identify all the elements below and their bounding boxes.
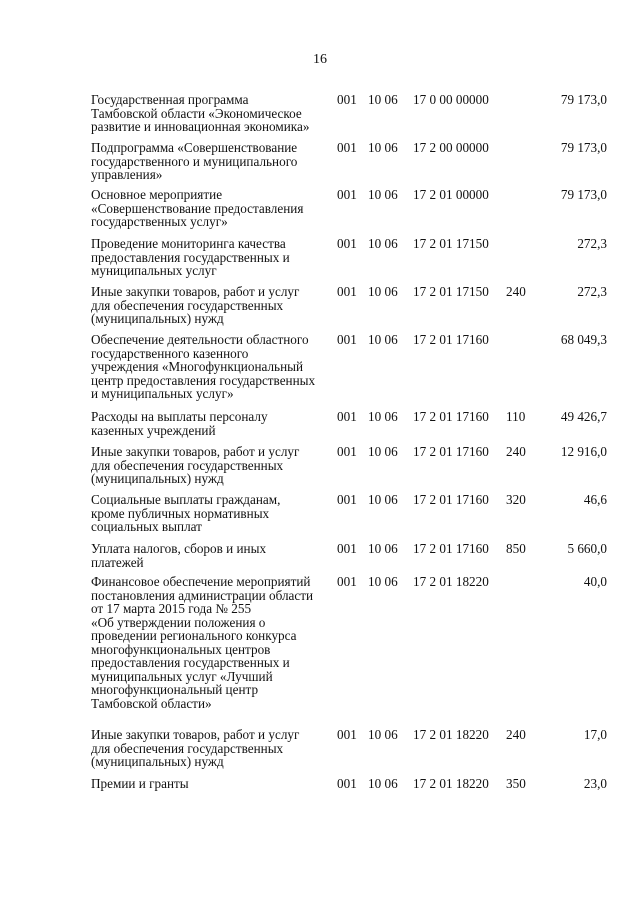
row-section-code: 10 06 xyxy=(368,444,398,459)
row-target-code: 17 2 01 17160 xyxy=(413,492,489,507)
row-section-code: 10 06 xyxy=(368,187,398,202)
row-amount: 46,6 xyxy=(583,492,607,507)
row-expense-type-code: 320 xyxy=(506,492,526,507)
row-ministry-code: 001 xyxy=(337,541,357,556)
row-expense-type-code: 350 xyxy=(506,776,526,791)
row-amount: 68 049,3 xyxy=(560,332,607,347)
row-amount: 272,3 xyxy=(577,284,607,299)
row-expense-type-code: 240 xyxy=(506,284,526,299)
row-ministry-code: 001 xyxy=(337,492,357,507)
row-target-code: 17 0 00 00000 xyxy=(413,92,489,107)
row-target-code: 17 2 01 18220 xyxy=(413,574,489,589)
row-section-code: 10 06 xyxy=(368,492,398,507)
row-section-code: 10 06 xyxy=(368,284,398,299)
row-name: Иные закупки товаров, работ и услуг для обеспечения государственных (муниципальных) нужд xyxy=(91,727,300,769)
row-ministry-code: 001 xyxy=(337,444,357,459)
row-name: Премии и гранты xyxy=(91,776,189,791)
row-amount: 272,3 xyxy=(577,236,607,251)
row-amount: 79 173,0 xyxy=(560,187,607,202)
row-ministry-code: 001 xyxy=(337,140,357,155)
row-name: Иные закупки товаров, работ и услуг для обеспечения государственных (муниципальных) нужд xyxy=(91,444,300,486)
row-amount: 40,0 xyxy=(583,574,607,589)
row-name: Проведение мониторинга качества предоставления государственных и муниципальных услуг xyxy=(91,236,290,278)
row-ministry-code: 001 xyxy=(337,776,357,791)
row-ministry-code: 001 xyxy=(337,574,357,589)
row-amount: 49 426,7 xyxy=(560,409,607,424)
row-name: Государственная программа Тамбовской области «Экономическое развитие и инновационная экономика» xyxy=(91,92,310,134)
row-target-code: 17 2 01 17160 xyxy=(413,541,489,556)
row-section-code: 10 06 xyxy=(368,332,398,347)
row-section-code: 10 06 xyxy=(368,236,398,251)
row-expense-type-code: 110 xyxy=(506,409,526,424)
row-amount: 23,0 xyxy=(583,776,607,791)
row-amount: 79 173,0 xyxy=(560,92,607,107)
row-name: Расходы на выплаты персоналу казенных учреждений xyxy=(91,409,268,438)
row-target-code: 17 2 01 17150 xyxy=(413,236,489,251)
row-target-code: 17 2 01 17150 xyxy=(413,284,489,299)
row-amount: 5 660,0 xyxy=(567,541,607,556)
row-section-code: 10 06 xyxy=(368,574,398,589)
row-amount: 17,0 xyxy=(583,727,607,742)
row-name: Иные закупки товаров, работ и услуг для обеспечения государственных (муниципальных) нужд xyxy=(91,284,300,326)
row-ministry-code: 001 xyxy=(337,187,357,202)
row-section-code: 10 06 xyxy=(368,140,398,155)
row-section-code: 10 06 xyxy=(368,92,398,107)
row-target-code: 17 2 01 17160 xyxy=(413,409,489,424)
row-name: Финансовое обеспечение мероприятий постановления администрации области от 17 марта 2015 года № 255 «Об утверждении положения о проведении регионального конкурса многофункциональных центров предоставления государственных и муниципальных услуг «Лучший многофункциональный центр Тамбовской области» xyxy=(91,574,314,711)
row-target-code: 17 2 01 18220 xyxy=(413,776,489,791)
row-ministry-code: 001 xyxy=(337,409,357,424)
row-target-code: 17 2 01 18220 xyxy=(413,727,489,742)
row-name: Обеспечение деятельности областного государственного казенного учреждения «Многофункциональный центр предоставления государственных и муниципальных услуг» xyxy=(91,332,316,401)
row-amount: 12 916,0 xyxy=(560,444,607,459)
row-target-code: 17 2 01 17160 xyxy=(413,332,489,347)
row-section-code: 10 06 xyxy=(368,409,398,424)
row-expense-type-code: 240 xyxy=(506,444,526,459)
row-ministry-code: 001 xyxy=(337,92,357,107)
row-ministry-code: 001 xyxy=(337,727,357,742)
row-expense-type-code: 240 xyxy=(506,727,526,742)
row-target-code: 17 2 01 00000 xyxy=(413,187,489,202)
row-section-code: 10 06 xyxy=(368,727,398,742)
row-target-code: 17 2 01 17160 xyxy=(413,444,489,459)
row-section-code: 10 06 xyxy=(368,541,398,556)
row-ministry-code: 001 xyxy=(337,284,357,299)
row-amount: 79 173,0 xyxy=(560,140,607,155)
row-name: Подпрограмма «Совершенствование государственного и муниципального управления» xyxy=(91,140,298,182)
page-number: 16 xyxy=(313,52,327,67)
row-ministry-code: 001 xyxy=(337,332,357,347)
row-expense-type-code: 850 xyxy=(506,541,526,556)
row-ministry-code: 001 xyxy=(337,236,357,251)
row-target-code: 17 2 00 00000 xyxy=(413,140,489,155)
row-name: Социальные выплаты гражданам, кроме публичных нормативных социальных выплат xyxy=(91,492,281,534)
row-name: Уплата налогов, сборов и иных платежей xyxy=(91,541,267,570)
row-section-code: 10 06 xyxy=(368,776,398,791)
row-name: Основное мероприятие «Совершенствование предоставления государственных услуг» xyxy=(91,187,304,229)
